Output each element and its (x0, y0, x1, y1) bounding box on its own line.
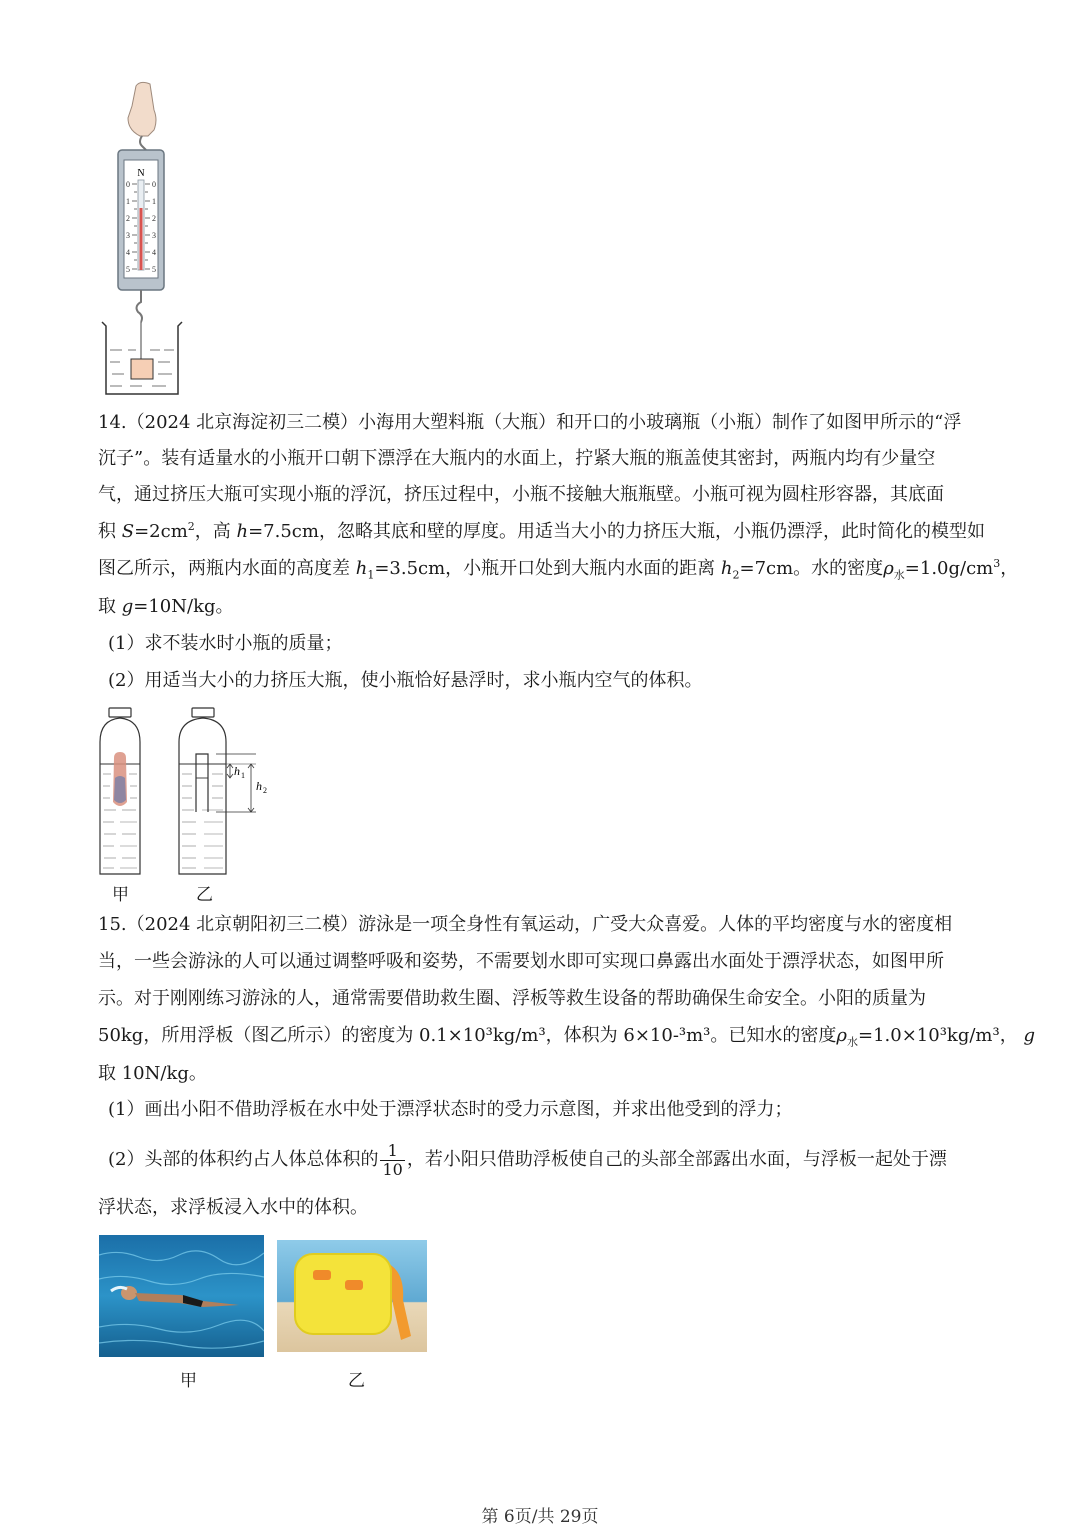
fraction-one-tenth: $\frac{1}{10}$ (382, 1140, 403, 1179)
q15-line-3: 示。对于刚刚练习游泳的人，通常需要借助救生圈、浮板等救生设备的帮助确保生命安全。小阳的质量为 (98, 988, 926, 1009)
q15-sub-1: (1）画出小阳不借助浮板在水中处于漂浮状态时的受力示意图，并求出他受到的浮力； (108, 1099, 793, 1120)
q14-caption-jia: 甲 (112, 885, 129, 905)
q14-line-6: 取 g=10N/kg。 (98, 596, 234, 617)
tick-right-2: 2 (152, 214, 156, 223)
q15-line-1: 15.（2024 北京朝阳初三二模）游泳是一项全身性有氧运动，广受大众喜爱。人体的平均密度与水的密度相 (98, 914, 953, 935)
h1-subscript: 1 (241, 771, 245, 780)
q14-line-4: 积 $S=2cm^2$，高 h=7.5cm，忽略其底和壁的厚度。用适当大小的力挤压大瓶，小瓶仍漂浮，此时简化的模型如 (98, 520, 985, 542)
q14-sub-2: (2）用适当大小的力挤压大瓶，使小瓶恰好悬浮时，求小瓶内空气的体积。 (108, 670, 703, 691)
h2-label: h (256, 779, 262, 793)
q15-sub-2: (2）头部的体积约占人体总体积的 $\frac{1}{10}$ ，若小阳只借助浮板使自己的头部全部露出水面，与浮板一起处于漂 (108, 1140, 947, 1179)
h1-label: h (234, 764, 240, 778)
tick-right-5: 5 (152, 265, 156, 274)
bottles-figure (96, 702, 286, 882)
hand-icon (128, 82, 156, 136)
tick-right-0: 0 (152, 180, 156, 189)
q14-line-5: 图乙所示，两瓶内水面的高度差 $h_1=3.5cm$，小瓶开口处到大瓶内水面的距离 $h_2=7cm$。水的密度$\rho_水=1.0g/cm^3$， (98, 557, 1019, 582)
q14-line-3: 气，通过挤压大瓶可实现小瓶的浮沉，挤压过程中，小瓶不接触大瓶瓶壁。小瓶可视为圆柱形容器，其底面 (98, 484, 944, 505)
tick-left-1: 1 (126, 197, 130, 206)
page-footer: 第 6页/共 29页 (481, 1507, 599, 1527)
h2-subscript: 2 (263, 786, 267, 795)
tick-right-1: 1 (152, 197, 156, 206)
q14-line-1: 14.（2024 北京海淀初三二模）小海用大塑料瓶（大瓶）和开口的小玻璃瓶（小瓶）制作了如图甲所示的“浮 (98, 412, 962, 433)
tick-right-4: 4 (152, 248, 156, 257)
q15-line-5: 取 10N/kg。 (98, 1063, 207, 1084)
immersed-block (131, 359, 153, 379)
tick-left-5: 5 (126, 265, 130, 274)
tick-left-2: 2 (126, 214, 130, 223)
q15-caption-yi: 乙 (348, 1371, 365, 1391)
bottle-yi (179, 708, 267, 874)
q14-caption-yi: 乙 (196, 885, 213, 905)
scale-unit: N (137, 168, 145, 179)
beaker (102, 322, 182, 394)
q15-caption-jia: 甲 (180, 1371, 197, 1391)
q14-line-2: 沉子”。装有适量水的小瓶开口朝下漂浮在大瓶内的水面上，拧紧大瓶的瓶盖使其密封，两瓶内均有少量空 (98, 448, 936, 469)
q14-sub-1: (1）求不装水时小瓶的质量； (108, 633, 343, 654)
q15-line-2: 当，一些会游泳的人可以通过调整呼吸和姿势，不需要划水即可实现口鼻露出水面处于漂浮状态，如图甲所 (98, 951, 944, 972)
spring-scale-figure (96, 80, 196, 400)
tick-left-4: 4 (126, 248, 130, 257)
tick-right-3: 3 (152, 231, 156, 240)
tick-left-3: 3 (126, 231, 130, 240)
bottle-jia (100, 708, 140, 874)
q15-sub-2-cont: 浮状态，求浮板浸入水中的体积。 (98, 1197, 368, 1218)
q15-line-4: 50kg，所用浮板（图乙所示）的密度为 0.1×10³kg/m³，体积为 6×10-³m³。已知水的密度$\rho_水=1.0\times 10^3kg/m^3$， g (98, 1025, 1035, 1049)
kickboard-photo (277, 1240, 427, 1352)
kickboard (295, 1254, 391, 1334)
swimmer-photo (99, 1235, 264, 1357)
tick-left-0: 0 (126, 180, 130, 189)
